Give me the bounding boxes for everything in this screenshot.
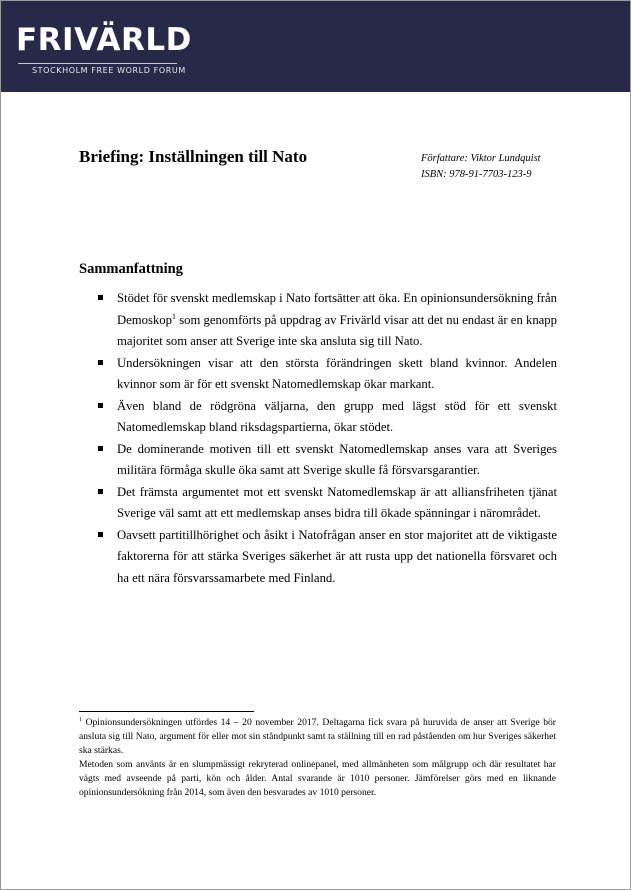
footnote-paragraph: Metoden som använts är en slumpmässigt rekryterad onlinepanel, med allmänheten som målgrupp och där resultatet har vägts med avseende på parti, kön och ålder. Antal svarande är 1010 personer. Jämförelser görs med en liknande opinionsundersökning från 2014, som även den besvarades av 1010 personer. [79,759,556,799]
logo-divider [18,63,177,64]
list-item [79,288,557,353]
list-item [79,396,557,439]
header-banner [1,1,630,92]
list-item-text: Undersökningen visar att den största förändringen skett bland kvinnor. Andelen kvinnor som är för ett svenskt Natomedlemskap ökar markant. [117,355,557,391]
list-item [79,439,557,482]
bullet-square-icon [98,403,103,408]
list-item-text: Även bland de rödgröna väljarna, den grupp med lägst stöd för ett svenskt Natomedlemskap bland riksdagspartierna, ökar stödet. [117,398,557,434]
bullet-square-icon [98,360,103,365]
list-item-text: De dominerande motiven till ett svenskt Natomedlemskap anses vara att Sveriges militära förmåga skulle öka samt att Sverige skulle få försvarsgarantier. [117,441,557,477]
author-line: Författare: Viktor Lundquist [421,153,541,164]
isbn-line: ISBN: 978-91-7703-123-9 [421,169,532,180]
bullet-square-icon [98,532,103,537]
list-item [79,482,557,525]
summary-list [79,288,557,589]
document-title: Briefing: Inställningen till Nato [79,147,308,166]
footnote-marker: 1 [79,717,82,723]
bullet-square-icon [98,489,103,494]
frivarld-logo: FRIVÄRLD [16,22,192,58]
bullet-square-icon [98,295,103,300]
footnote-divider [79,711,254,712]
footnote-paragraph [79,716,556,758]
logo-tagline: STOCKHOLM FREE WORLD FORUM [32,66,186,75]
summary-heading: Sammanfattning [79,261,183,277]
document-meta [421,151,541,183]
footnote-reference[interactable]: 1 [171,311,176,321]
list-item [79,525,557,590]
list-item-text: Det främsta argumentet mot ett svenskt Natomedlemskap är att alliansfriheten tjänat Sverige väl samt att ett medlemskap anses bidra till ökade spänningar i närområdet. [117,484,557,520]
footnote-text: Opinionsundersökningen utfördes 14 – 20 november 2017. Deltagarna fick svara på huruvida de anser att Sverige bör ansluta sig till Nato, argument för eller mot sin ståndpunkt samt ta ställning till en rad påståenden om hur Sveriges säkerhet ska stärkas. [79,717,556,757]
bullet-square-icon [98,446,103,451]
footnote [79,716,556,801]
list-item-text: som genomförts på uppdrag av Frivärld visar att det nu endast är en knapp majoritet som anser att Sverige inte ska ansluta sig till Nato. [117,312,557,348]
list-item-text: Stödet för svenskt medlemskap i Nato fortsätter att öka. En opinionsundersökning från Demoskop [117,291,557,327]
list-item-text: Oavsett partitillhörighet och åsikt i Natofrågan anser en stor majoritet att de viktigaste faktorerna för att stärka Sveriges säkerhet är att rusta upp det nationella försvaret och ha ett nära försvarssamarbete med Finland. [117,527,557,585]
list-item [79,353,557,396]
